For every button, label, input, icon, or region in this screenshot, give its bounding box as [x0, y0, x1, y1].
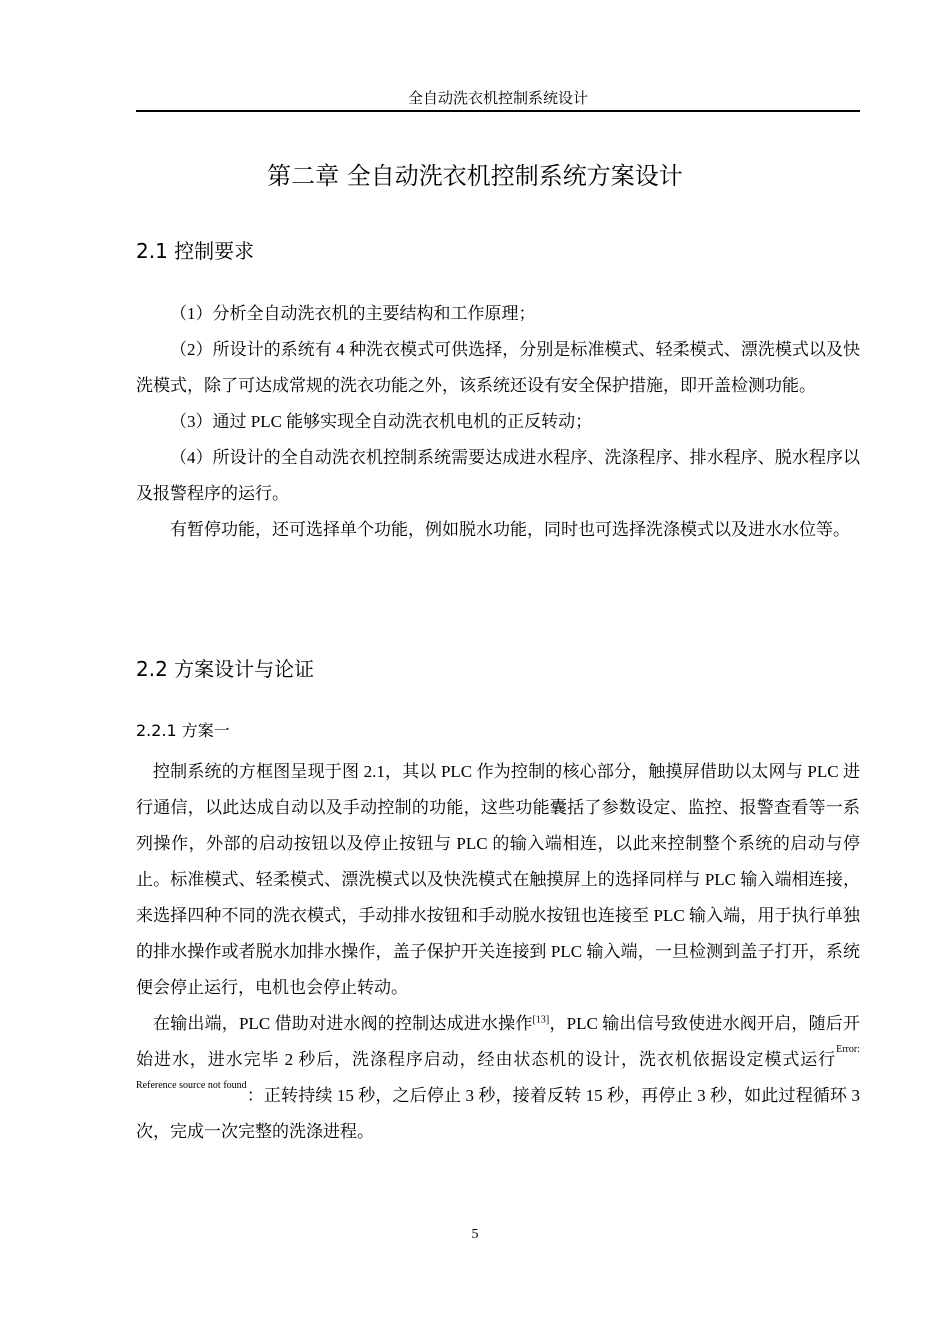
- scheme-one-paragraph-1: 控制系统的方框图呈现于图 2.1，其以 PLC 作为控制的核心部分，触摸屏借助以太网与 PLC 进行通信，以此达成自动以及手动控制的功能，这些功能囊括了参数设定、监控、报警查看等一系列操作，外部的启动按钮以及停止按钮与 PLC 的输入端相连，以此来控制整个系统的启动与停止。标准模式、轻柔模式、漂洗模式以及快洗模式在触摸屏上的选择同样与 PLC 输入端相连接，来选择四种不同的洗衣模式，手动排水按钮和手动脱水按钮也连接至 PLC 输入端，用于执行单独的排水操作或者脱水加排水操作，盖子保护开关连接到 PLC 输入端，一旦检测到盖子打开，系统便会停止运行，电机也会停止转动。: [136, 762, 860, 997]
- section-2-2-1-body: [136, 754, 860, 1150]
- para2-text-c: ：正转持续 15 秒，之后停止 3 秒，接着反转 15 秒，再停止 3 秒，如此过程循环 3 次，完成一次完整的洗涤进程。: [136, 1086, 861, 1141]
- running-header: 全自动洗衣机控制系统设计: [136, 88, 860, 112]
- citation-ref: [13]: [532, 1014, 550, 1026]
- section-2-2-heading: 2.2 方案设计与论证: [136, 657, 315, 681]
- scheme-one-paragraph-2: [136, 1006, 860, 1150]
- section-2-1-heading: 2.1 控制要求: [136, 239, 255, 263]
- requirement-item-1: （1）分析全自动洗衣机的主要结构和工作原理；: [170, 304, 536, 323]
- requirement-item-4: （4）所设计的全自动洗衣机控制系统需要达成进水程序、洗涤程序、排水程序、脱水程序以及报警程序的运行。: [136, 448, 860, 503]
- reference-error: Error: Reference source not found: [136, 1044, 860, 1091]
- section-2-1-body: [136, 296, 860, 548]
- para2-text-a: 在输出端，PLC 借助对进水阀的控制达成进水操作: [153, 1014, 533, 1033]
- requirement-note: 有暂停功能，还可选择单个功能，例如脱水功能，同时也可选择洗涤模式以及进水水位等。: [170, 520, 850, 539]
- requirement-item-2: （2）所设计的系统有 4 种洗衣模式可供选择，分别是标准模式、轻柔模式、漂洗模式以及快洗模式，除了可达成常规的洗衣功能之外，该系统还设有安全保护措施，即开盖检测功能。: [136, 340, 860, 395]
- para2-text-b: ，PLC 输出信号致使进水阀开启，随后开始进水，进水完毕 2 秒后，洗涤程序启动，经由状态机的设计，洗衣机依据设定模式运行: [136, 1014, 860, 1069]
- requirement-item-3: （3）通过 PLC 能够实现全自动洗衣机电机的正反转动；: [170, 412, 593, 431]
- page-number: 5: [471, 1227, 479, 1242]
- chapter-title: 第二章 全自动洗衣机控制系统方案设计: [267, 162, 683, 190]
- section-2-2-1-heading: 2.2.1 方案一: [136, 721, 230, 740]
